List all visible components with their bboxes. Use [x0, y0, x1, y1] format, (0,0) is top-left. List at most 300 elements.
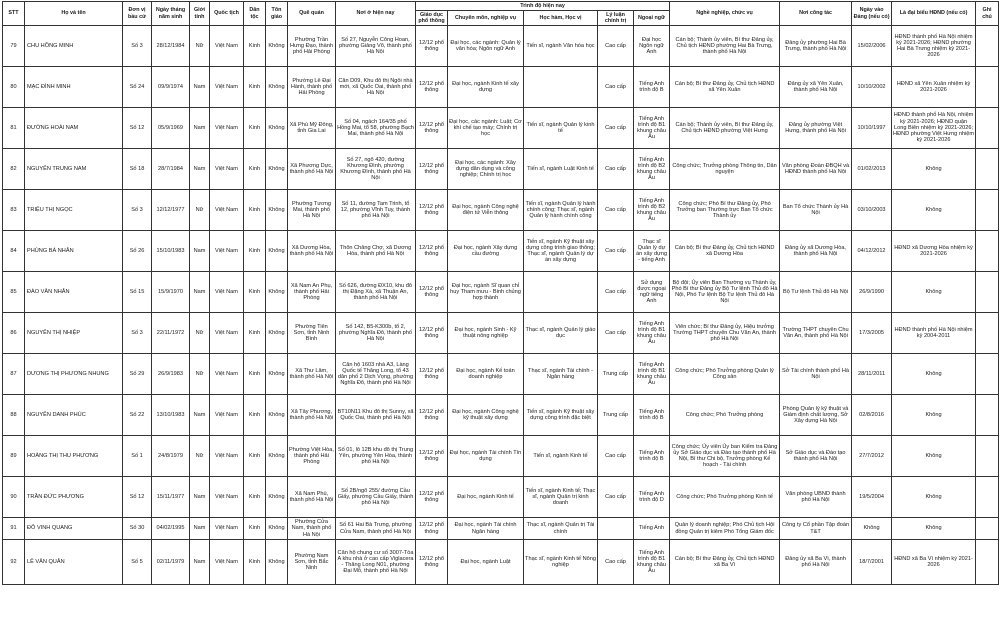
- cell-nationality: Việt Nam: [210, 518, 244, 540]
- cell-stt: 89: [3, 436, 25, 477]
- cell-general-edu: 12/12 phổ thông: [416, 108, 448, 149]
- cell-degree: Thạc sĩ, ngành Tài chính - Ngân hàng: [524, 354, 598, 395]
- cell-hdnd: HĐND xã Yên Xuân nhiệm kỳ 2021-2026: [892, 67, 976, 108]
- cell-name: ĐƯỜNG HOÀI NAM: [25, 108, 123, 149]
- cell-ethnicity: Kinh: [244, 26, 266, 67]
- cell-name: NGUYỄN TRUNG NAM: [25, 149, 123, 190]
- cell-stt: 88: [3, 395, 25, 436]
- header-gender: Giới tính: [190, 2, 210, 26]
- cell-hometown: Xã Nam An Phụ, thành phố Hải Phòng: [288, 272, 336, 313]
- cell-general-edu: 12/12 phổ thông: [416, 231, 448, 272]
- cell-specialty: Đại học, các ngành: Quản lý văn hóa; Ngôn ngữ Anh: [448, 26, 524, 67]
- cell-degree: Tiến sĩ, ngành Văn hóa học: [524, 26, 598, 67]
- cell-note: [976, 540, 999, 585]
- cell-general-edu: 12/12 phổ thông: [416, 518, 448, 540]
- cell-religion: Không: [266, 108, 288, 149]
- cell-note: [976, 354, 999, 395]
- cell-nationality: Việt Nam: [210, 395, 244, 436]
- cell-dob: 26/9/1983: [152, 354, 190, 395]
- header-degree: Học hàm, Học vị: [524, 11, 598, 26]
- cell-nationality: Việt Nam: [210, 108, 244, 149]
- cell-hometown: Xã Thư Lâm, thành phố Hà Nội: [288, 354, 336, 395]
- cell-language: Tiếng Anh: [634, 518, 670, 540]
- cell-residence: Số 04, ngách 164/35 phố Hồng Mai, tổ 58, phường Bạch Mai, thành phố Hà Nội: [336, 108, 416, 149]
- cell-dob: 09/9/1974: [152, 67, 190, 108]
- cell-hometown: Xã Nam Phù, thành phố Hà Nội: [288, 477, 336, 518]
- cell-unit: Số 18: [123, 149, 152, 190]
- cell-workplace: Đảng ủy xã Yên Xuân, thành phố Hà Nội: [780, 67, 852, 108]
- cell-degree: Tiến sĩ, ngành Kinh tế; Thạc sĩ, ngành Quản trị kinh doanh: [524, 477, 598, 518]
- header-stt: STT: [3, 2, 25, 26]
- cell-hometown: Phường Nam Sơn, tỉnh Bắc Ninh: [288, 540, 336, 585]
- cell-party-date: 27/7/2012: [852, 436, 892, 477]
- cell-hdnd: Không: [892, 354, 976, 395]
- cell-stt: 83: [3, 190, 25, 231]
- table-row: [3, 540, 999, 585]
- cell-religion: Không: [266, 540, 288, 585]
- cell-unit: Số 26: [123, 231, 152, 272]
- cell-hdnd: Không: [892, 272, 976, 313]
- cell-hdnd: Không: [892, 190, 976, 231]
- cell-hometown: Xã Phú Mỹ Đông, tỉnh Gia Lai: [288, 108, 336, 149]
- cell-gender: Nam: [190, 67, 210, 108]
- cell-gender: Nữ: [190, 436, 210, 477]
- cell-residence: Số 27, ngõ 420, đường Khương Đình, phường Khương Đình, thành phố Hà Nội: [336, 149, 416, 190]
- cell-nationality: Việt Nam: [210, 231, 244, 272]
- table-row: [3, 477, 999, 518]
- cell-language: Thạc sĩ Quản lý dự án xây dựng - tiếng Anh: [634, 231, 670, 272]
- cell-unit: Số 5: [123, 540, 152, 585]
- cell-general-edu: 12/12 phổ thông: [416, 272, 448, 313]
- cell-gender: Nữ: [190, 354, 210, 395]
- cell-dob: 12/12/1977: [152, 190, 190, 231]
- cell-degree: Tiến sĩ, ngành Quản lý hành chính công; Thạc sĩ, ngành Quản lý hành chính công: [524, 190, 598, 231]
- cell-residence: Thôn Châng Chợ, xã Dương Hòa, thành phố Hà Nội: [336, 231, 416, 272]
- table-row: [3, 108, 999, 149]
- cell-position: Công chức; Phó Trưởng phòng Kinh tế: [670, 477, 780, 518]
- cell-nationality: Việt Nam: [210, 477, 244, 518]
- cell-unit: Số 22: [123, 395, 152, 436]
- cell-party-date: 10/10/1997: [852, 108, 892, 149]
- cell-ethnicity: Kinh: [244, 354, 266, 395]
- cell-language: Tiếng Anh trình độ B2 khung châu Âu: [634, 149, 670, 190]
- cell-religion: Không: [266, 313, 288, 354]
- cell-general-edu: 12/12 phổ thông: [416, 477, 448, 518]
- cell-workplace: Sở Tài chính thành phố Hà Nội: [780, 354, 852, 395]
- header-workplace: Nơi công tác: [780, 2, 852, 26]
- cell-name: TRIỆU THỊ NGỌC: [25, 190, 123, 231]
- cell-party-date: 26/9/1990: [852, 272, 892, 313]
- cell-note: [976, 477, 999, 518]
- header-religion: Tôn giáo: [266, 2, 288, 26]
- cell-stt: 80: [3, 67, 25, 108]
- cell-party-date: 03/10/2003: [852, 190, 892, 231]
- header-unit: Đơn vị bầu cử: [123, 2, 152, 26]
- header-politics: Lý luận chính trị: [598, 11, 634, 26]
- cell-position: Công chức; Phó Trưởng phòng: [670, 395, 780, 436]
- cell-politics: Cao cấp: [598, 231, 634, 272]
- cell-religion: Không: [266, 231, 288, 272]
- cell-party-date: 28/11/2011: [852, 354, 892, 395]
- cell-specialty: Đại học, ngành Công nghệ kỹ thuật xây dựng: [448, 395, 524, 436]
- cell-degree: Tiến sĩ, ngành Quản lý kinh tế: [524, 108, 598, 149]
- cell-specialty: Đại học, ngành Kinh tế xây dựng: [448, 67, 524, 108]
- cell-general-edu: 12/12 phổ thông: [416, 540, 448, 585]
- cell-workplace: Văn phòng Đoàn ĐBQH và HĐND thành phố Hà Nội: [780, 149, 852, 190]
- header-education-group: Trình độ hiện nay: [416, 2, 670, 11]
- cell-religion: Không: [266, 354, 288, 395]
- cell-name: DƯƠNG THỊ PHƯƠNG NHUNG: [25, 354, 123, 395]
- cell-party-date: Không: [852, 518, 892, 540]
- table-header: [3, 2, 999, 26]
- cell-religion: Không: [266, 67, 288, 108]
- cell-dob: 13/10/1983: [152, 395, 190, 436]
- cell-gender: Nam: [190, 108, 210, 149]
- cell-degree: Thạc sĩ, ngành Quản lý giáo dục: [524, 313, 598, 354]
- table-row: [3, 436, 999, 477]
- table-row: [3, 354, 999, 395]
- cell-degree: [524, 272, 598, 313]
- cell-hometown: Xã Phương Dực, thành phố Hà Nội: [288, 149, 336, 190]
- header-note: Ghi chú: [976, 2, 999, 26]
- cell-position: Cán bộ; Thành ủy viên, Bí thư Đảng ủy, Chủ tịch HĐND phường Hai Bà Trưng, thành phố Hà Nội: [670, 26, 780, 67]
- cell-party-date: 18/7/2001: [852, 540, 892, 585]
- header-specialty: Chuyên môn, nghiệp vụ: [448, 11, 524, 26]
- cell-workplace: Ban Tổ chức Thành ủy Hà Nội: [780, 190, 852, 231]
- cell-note: [976, 231, 999, 272]
- cell-stt: 85: [3, 272, 25, 313]
- cell-religion: Không: [266, 190, 288, 231]
- header-dob: Ngày tháng năm sinh: [152, 2, 190, 26]
- cell-degree: [524, 67, 598, 108]
- cell-nationality: Việt Nam: [210, 313, 244, 354]
- cell-unit: Số 3: [123, 26, 152, 67]
- cell-specialty: Đại học, ngành Công nghệ điện tử Viễn thông: [448, 190, 524, 231]
- cell-ethnicity: Kinh: [244, 231, 266, 272]
- cell-nationality: Việt Nam: [210, 26, 244, 67]
- cell-gender: Nữ: [190, 313, 210, 354]
- cell-dob: 05/9/1969: [152, 108, 190, 149]
- cell-hometown: Phường Lê Đại Hành, thành phố Hải Phòng: [288, 67, 336, 108]
- cell-party-date: 15/02/2006: [852, 26, 892, 67]
- cell-hometown: Phường Tương Mai, thành phố Hà Nội: [288, 190, 336, 231]
- cell-language: Sử dụng được ngoại ngữ tiếng Anh: [634, 272, 670, 313]
- cell-nationality: Việt Nam: [210, 67, 244, 108]
- cell-ethnicity: Kinh: [244, 518, 266, 540]
- cell-note: [976, 436, 999, 477]
- cell-residence: Căn hộ 1603 nhà A3, Làng Quốc tế Thăng Long, tổ 43 dân phố 2 Dịch Vọng, phường Nghĩa Đô, thành phố Hà Nội: [336, 354, 416, 395]
- cell-politics: Cao cấp: [598, 540, 634, 585]
- cell-workplace: Bộ Tư lệnh Thủ đô Hà Nội: [780, 272, 852, 313]
- cell-nationality: Việt Nam: [210, 149, 244, 190]
- table-row: [3, 313, 999, 354]
- cell-nationality: Việt Nam: [210, 272, 244, 313]
- cell-residence: Số 01, lô 12B khu đô thị Trung Yên, phường Yên Hòa, thành phố Hà Nội: [336, 436, 416, 477]
- cell-dob: 24/8/1979: [152, 436, 190, 477]
- cell-specialty: Đại học, ngành Tài chính Tín dụng: [448, 436, 524, 477]
- cell-party-date: 01/02/2013: [852, 149, 892, 190]
- cell-name: PHÙNG BÁ NHÂN: [25, 231, 123, 272]
- cell-politics: Trung cấp: [598, 354, 634, 395]
- cell-workplace: Đảng ủy xã Ba Vì, thành phố Hà Nội: [780, 540, 852, 585]
- cell-hdnd: HĐND thành phố Hà Nội nhiệm kỳ 2021-2026; HĐND phường Hai Bà Trưng nhiệm kỳ 2021-2026: [892, 26, 976, 67]
- cell-hdnd: HĐND thành phố Hà Nội, nhiệm kỳ 2021-2026; HĐND quận Long Biên nhiệm kỳ 2021-2026; HĐND phường Việt Hưng nhiệm kỳ 2021-2026: [892, 108, 976, 149]
- cell-language: Tiếng Anh trình độ B1 khung châu Âu: [634, 108, 670, 149]
- cell-specialty: Đại học, ngành Sinh - Kỹ thuật nông nghiệp: [448, 313, 524, 354]
- cell-note: [976, 313, 999, 354]
- cell-name: CHU HỒNG MINH: [25, 26, 123, 67]
- cell-specialty: Đại học, ngành Kế toán doanh nghiệp: [448, 354, 524, 395]
- cell-residence: Số 142, B5-K300b, tổ 2, phường Nghĩa Đô, thành phố Hà Nội: [336, 313, 416, 354]
- cell-language: Tiếng Anh trình độ B: [634, 395, 670, 436]
- header-hdnd: Là đại biểu HĐND (nếu có): [892, 2, 976, 26]
- cell-stt: 86: [3, 313, 25, 354]
- cell-language: Đại học Ngôn ngữ Anh: [634, 26, 670, 67]
- cell-unit: Số 3: [123, 313, 152, 354]
- cell-gender: Nam: [190, 518, 210, 540]
- cell-workplace: Phòng Quản lý kỹ thuật và Giám định chất lượng, Sở Xây dựng Hà Nội: [780, 395, 852, 436]
- cell-religion: Không: [266, 272, 288, 313]
- cell-politics: [598, 518, 634, 540]
- cell-position: Cán bộ; Bí thư Đảng ủy, Chủ tịch HĐND xã Dương Hòa: [670, 231, 780, 272]
- cell-religion: Không: [266, 26, 288, 67]
- cell-ethnicity: Kinh: [244, 313, 266, 354]
- table-body: [3, 26, 999, 585]
- cell-general-edu: 12/12 phổ thông: [416, 313, 448, 354]
- cell-stt: 81: [3, 108, 25, 149]
- cell-ethnicity: Kinh: [244, 190, 266, 231]
- cell-ethnicity: Kinh: [244, 108, 266, 149]
- cell-note: [976, 190, 999, 231]
- cell-name: ĐÀO VĂN NHÂN: [25, 272, 123, 313]
- cell-language: Tiếng Anh trình độ D: [634, 477, 670, 518]
- cell-workplace: Đảng ủy xã Dương Hòa, thành phố Hà Nội: [780, 231, 852, 272]
- cell-unit: Số 24: [123, 67, 152, 108]
- cell-gender: Nam: [190, 477, 210, 518]
- cell-note: [976, 67, 999, 108]
- cell-unit: Số 15: [123, 272, 152, 313]
- cell-workplace: Trường THPT chuyên Chu Văn An, thành phố Hà Nội: [780, 313, 852, 354]
- header-language: Ngoại ngữ: [634, 11, 670, 26]
- cell-dob: 28/12/1984: [152, 26, 190, 67]
- cell-note: [976, 272, 999, 313]
- cell-position: Quản lý doanh nghiệp; Phó Chủ tịch Hội đồng Quản trị kiêm Phó Tổng Giám đốc: [670, 518, 780, 540]
- cell-name: MẠC ĐÌNH MINH: [25, 67, 123, 108]
- cell-gender: Nam: [190, 149, 210, 190]
- cell-position: Cán bộ; Thành ủy viên, Bí thư Đảng ủy, Chủ tịch HĐND phường Việt Hưng: [670, 108, 780, 149]
- cell-politics: Cao cấp: [598, 67, 634, 108]
- header-name: Họ và tên: [25, 2, 123, 26]
- table-row: [3, 395, 999, 436]
- cell-language: Tiếng Anh trình độ B1 khung châu Âu: [634, 354, 670, 395]
- cell-stt: 87: [3, 354, 25, 395]
- cell-ethnicity: Kinh: [244, 395, 266, 436]
- cell-stt: 92: [3, 540, 25, 585]
- cell-hdnd: Không: [892, 518, 976, 540]
- cell-religion: Không: [266, 149, 288, 190]
- cell-unit: Số 3: [123, 190, 152, 231]
- cell-language: Tiếng Anh trình độ B1 khung châu Âu: [634, 313, 670, 354]
- cell-dob: 02/11/1979: [152, 540, 190, 585]
- cell-workplace: Sở Giáo dục và Đào tạo thành phố Hà Nội: [780, 436, 852, 477]
- cell-degree: Tiến sĩ, ngành Kỹ thuật xây dựng công trình đặc biệt: [524, 395, 598, 436]
- cell-party-date: 04/12/2012: [852, 231, 892, 272]
- cell-name: NGUYỄN THỊ NHIỆP: [25, 313, 123, 354]
- cell-politics: Cao cấp: [598, 477, 634, 518]
- cell-specialty: Đại học, ngành Sĩ quan chỉ huy Tham mưu - Binh chủng hợp thành: [448, 272, 524, 313]
- cell-politics: Cao cấp: [598, 272, 634, 313]
- cell-note: [976, 149, 999, 190]
- cell-hometown: Phường Cửa Nam, thành phố Hà Nội: [288, 518, 336, 540]
- cell-party-date: 02/8/2016: [852, 395, 892, 436]
- cell-ethnicity: Kinh: [244, 436, 266, 477]
- cell-politics: Cao cấp: [598, 26, 634, 67]
- cell-name: TRẦN ĐỨC PHƯƠNG: [25, 477, 123, 518]
- header-ethnicity: Dân tộc: [244, 2, 266, 26]
- cell-note: [976, 108, 999, 149]
- cell-note: [976, 395, 999, 436]
- cell-religion: Không: [266, 518, 288, 540]
- cell-residence: Số 11, đường Tam Trinh, tổ 12, phường Vĩnh Tuy, thành phố Hà Nội: [336, 190, 416, 231]
- cell-hdnd: HĐND xã Ba Vì nhiệm kỳ 2021-2026: [892, 540, 976, 585]
- cell-religion: Không: [266, 477, 288, 518]
- cell-position: Công chức; Phó Trưởng phòng Quản lý Công sản: [670, 354, 780, 395]
- cell-ethnicity: Kinh: [244, 477, 266, 518]
- cell-party-date: 17/3/2005: [852, 313, 892, 354]
- cell-workplace: Văn phòng UBND thành phố Hà Nội: [780, 477, 852, 518]
- cell-religion: Không: [266, 436, 288, 477]
- cell-degree: Thạc sĩ, ngành Quản trị Tài chính: [524, 518, 598, 540]
- cell-gender: Nam: [190, 231, 210, 272]
- table-row: [3, 518, 999, 540]
- cell-residence: Số 61 Hai Bà Trưng, phường Cửa Nam, thành phố Hà Nội: [336, 518, 416, 540]
- cell-nationality: Việt Nam: [210, 540, 244, 585]
- cell-workplace: Công ty Cổ phần Tập đoàn T&T: [780, 518, 852, 540]
- cell-position: Cán bộ; Bí thư Đảng ủy, Chủ tịch HĐND xã Ba Vì: [670, 540, 780, 585]
- header-party-date: Ngày vào Đảng (nếu có): [852, 2, 892, 26]
- cell-position: Cán bộ; Bí thư Đảng ủy, Chủ tịch HĐND xã Yên Xuân: [670, 67, 780, 108]
- cell-specialty: Đại học, ngành Xây dựng cầu đường: [448, 231, 524, 272]
- cell-religion: Không: [266, 395, 288, 436]
- cell-ethnicity: Kinh: [244, 272, 266, 313]
- cell-ethnicity: Kinh: [244, 149, 266, 190]
- cell-politics: Trung cấp: [598, 395, 634, 436]
- table-row: [3, 149, 999, 190]
- cell-unit: Số 1: [123, 436, 152, 477]
- cell-hdnd: Không: [892, 436, 976, 477]
- cell-stt: 84: [3, 231, 25, 272]
- cell-hometown: Phường Trần Hưng Đạo, thành phố Hải Phòng: [288, 26, 336, 67]
- cell-residence: Căn D09, Khu đô thị Ngôi nhà mới, xã Quốc Oai, thành phố Hà Nội: [336, 67, 416, 108]
- cell-general-edu: 12/12 phổ thông: [416, 436, 448, 477]
- cell-residence: Số 626, đường ĐX10, khu đô thị Đặng Xá, xã Thuận An, thành phố Hà Nội: [336, 272, 416, 313]
- cell-nationality: Việt Nam: [210, 354, 244, 395]
- cell-residence: Căn hộ chung cư số 3007-Tòa A khu nhà ở cao cấp Viglacera - Thăng Long N01, phường Đại Mỗ, thành phố Hà Nội: [336, 540, 416, 585]
- cell-nationality: Việt Nam: [210, 436, 244, 477]
- cell-language: Tiếng Anh trình độ B2 khung châu Âu: [634, 190, 670, 231]
- cell-name: LÊ VĂN QUÂN: [25, 540, 123, 585]
- cell-note: [976, 26, 999, 67]
- header-position: Nghề nghiệp, chức vụ: [670, 2, 780, 26]
- cell-position: Công chức; Ủy viên Ủy ban Kiểm tra Đảng ủy Sở Giáo dục và Đào tạo thành phố Hà Nội, Bí thư Chi bộ, Trưởng phòng Kế hoạch - Tài chính: [670, 436, 780, 477]
- cell-unit: Số 12: [123, 108, 152, 149]
- cell-general-edu: 12/12 phổ thông: [416, 395, 448, 436]
- cell-degree: Tiến sĩ, ngành Luật Kinh tế: [524, 149, 598, 190]
- cell-gender: Nữ: [190, 26, 210, 67]
- cell-residence: Số 2B/ngõ 255/ đường Cầu Giấy, phường Cầu Giấy, thành phố Hà Nội: [336, 477, 416, 518]
- cell-ethnicity: Kinh: [244, 67, 266, 108]
- cell-dob: 28/7/1984: [152, 149, 190, 190]
- table-row: [3, 231, 999, 272]
- cell-residence: Số 27, Nguyễn Công Hoan, phường Giảng Võ, thành phố Hà Nội: [336, 26, 416, 67]
- cell-position: Bộ đội; Ủy viên Ban Thường vụ Thành ủy, Phó Bí thư Đảng ủy Bộ Tư lệnh Thủ đô Hà Nội, Phó Tư lệnh Bộ Tư lệnh Thủ đô Hà Nội: [670, 272, 780, 313]
- cell-nationality: Việt Nam: [210, 190, 244, 231]
- cell-specialty: Đại học, các ngành: Xây dựng dân dụng và công nghiệp; Chính trị học: [448, 149, 524, 190]
- cell-unit: Số 30: [123, 518, 152, 540]
- cell-note: [976, 518, 999, 540]
- cell-degree: Thạc sĩ, ngành Kinh tế Nông nghiệp: [524, 540, 598, 585]
- cell-name: NGUYỄN DANH PHÚC: [25, 395, 123, 436]
- cell-hdnd: Không: [892, 395, 976, 436]
- cell-position: Viên chức; Bí thư Đảng ủy, Hiệu trưởng Trường THPT chuyên Chu Văn An, thành phố Hà Nội: [670, 313, 780, 354]
- cell-politics: Cao cấp: [598, 436, 634, 477]
- cell-specialty: Đại học, ngành Luật: [448, 540, 524, 585]
- cell-politics: Cao cấp: [598, 149, 634, 190]
- cell-hometown: Phường Tiên Sơn, tỉnh Ninh Bình: [288, 313, 336, 354]
- cell-name: HOÀNG THỊ THU PHƯƠNG: [25, 436, 123, 477]
- cell-hdnd: Không: [892, 477, 976, 518]
- cell-hdnd: HĐND xã Dương Hòa nhiệm kỳ 2021-2026: [892, 231, 976, 272]
- cell-general-edu: 12/12 phổ thông: [416, 149, 448, 190]
- cell-dob: 15/11/1977: [152, 477, 190, 518]
- cell-general-edu: 12/12 phổ thông: [416, 26, 448, 67]
- cell-dob: 15/9/1970: [152, 272, 190, 313]
- cell-degree: Tiến sĩ, ngành Kỹ thuật xây dựng công trình giao thông; Thạc sĩ, ngành Quản lý dự án xây dựng: [524, 231, 598, 272]
- cell-specialty: Đại học, ngành Kinh tế: [448, 477, 524, 518]
- cell-general-edu: 12/12 phổ thông: [416, 67, 448, 108]
- cell-stt: 82: [3, 149, 25, 190]
- cell-ethnicity: Kinh: [244, 540, 266, 585]
- cell-stt: 79: [3, 26, 25, 67]
- cell-degree: Tiến sĩ, ngành Kinh tế: [524, 436, 598, 477]
- cell-hometown: Xã Tây Phương, thành phố Hà Nội: [288, 395, 336, 436]
- cell-politics: Cao cấp: [598, 108, 634, 149]
- header-hometown: Quê quán: [288, 2, 336, 26]
- cell-language: Tiếng Anh trình độ B: [634, 67, 670, 108]
- cell-gender: Nam: [190, 395, 210, 436]
- cell-general-edu: 12/12 phổ thông: [416, 190, 448, 231]
- cell-workplace: Đảng ủy phường Hai Bà Trưng, thành phố Hà Nội: [780, 26, 852, 67]
- table-row: [3, 190, 999, 231]
- cell-stt: 90: [3, 477, 25, 518]
- cell-name: ĐỖ VINH QUANG: [25, 518, 123, 540]
- cell-residence: BT10N11 Khu đô thị Sunny, xã Quốc Oai, thành phố Hà Nội: [336, 395, 416, 436]
- cell-workplace: Đảng ủy phường Việt Hưng, thành phố Hà Nội: [780, 108, 852, 149]
- cell-unit: Số 29: [123, 354, 152, 395]
- header-residence: Nơi ở hiện nay: [336, 2, 416, 26]
- candidate-table: [2, 1, 999, 585]
- cell-gender: Nam: [190, 540, 210, 585]
- cell-gender: Nam: [190, 272, 210, 313]
- cell-party-date: 10/10/2002: [852, 67, 892, 108]
- cell-dob: 22/11/1972: [152, 313, 190, 354]
- header-general-edu: Giáo dục phổ thông: [416, 11, 448, 26]
- cell-general-edu: 12/12 phổ thông: [416, 354, 448, 395]
- cell-hometown: Phường Việt Hòa, thành phố Hải Phòng: [288, 436, 336, 477]
- cell-gender: Nữ: [190, 190, 210, 231]
- cell-hometown: Xã Dương Hòa, thành phố Hà Nội: [288, 231, 336, 272]
- cell-language: Tiếng Anh trình độ B1 khung châu Âu: [634, 540, 670, 585]
